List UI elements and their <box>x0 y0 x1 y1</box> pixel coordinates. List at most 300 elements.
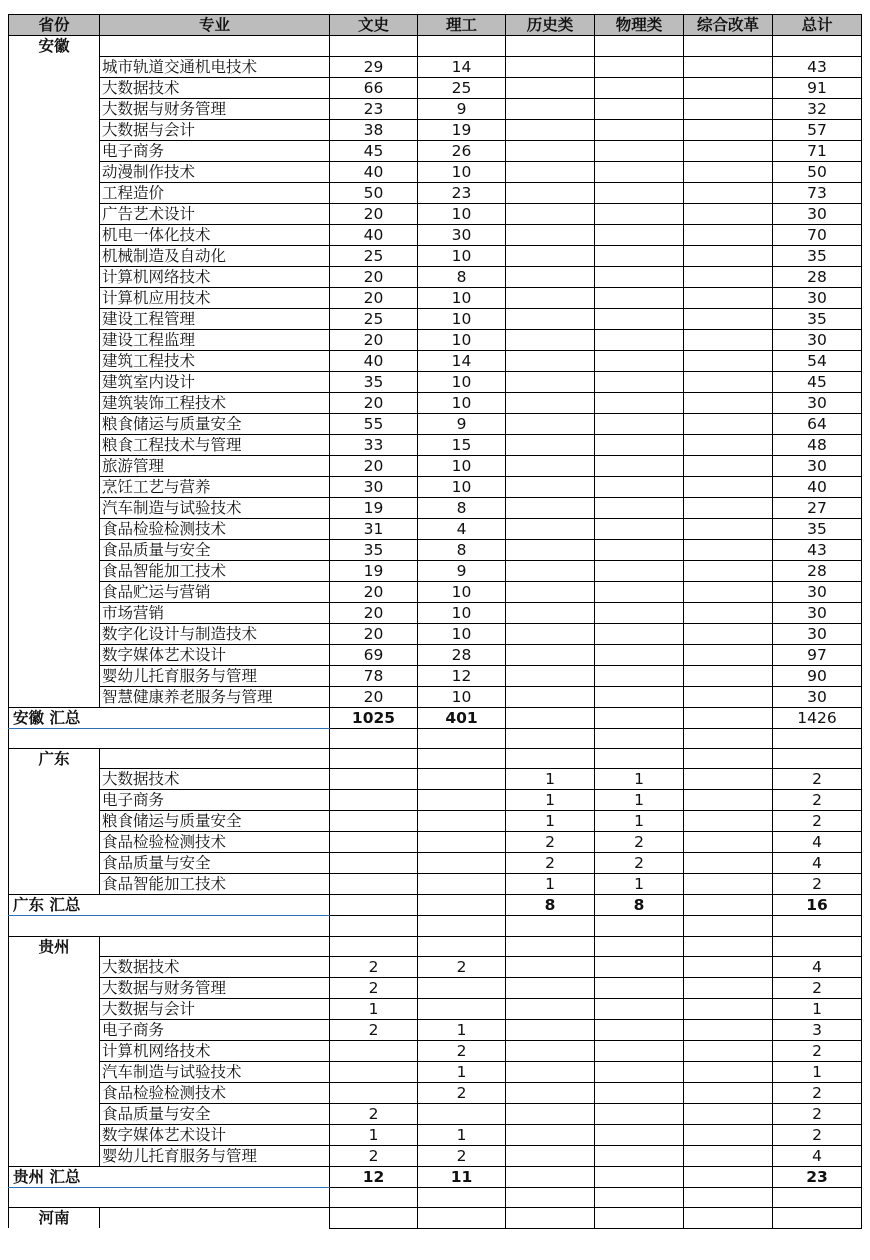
cell-total: 90 <box>773 665 862 686</box>
value-cell-empty <box>684 1208 773 1229</box>
cell-wenshi: 55 <box>330 413 418 434</box>
cell-ligong: 28 <box>418 644 506 665</box>
cell-zonghe <box>684 978 773 999</box>
cell-total: 2 <box>773 1125 862 1146</box>
province-cell-empty <box>9 1062 100 1083</box>
cell-wuli <box>595 999 684 1020</box>
header-ligong: 理工 <box>418 15 506 36</box>
province-cell-empty <box>9 1041 100 1062</box>
major-name: 电子商务 <box>100 790 330 811</box>
cell-zonghe <box>684 287 773 308</box>
cell-ligong <box>418 811 506 832</box>
table-row <box>9 686 862 707</box>
value-cell-empty <box>418 748 506 769</box>
major-name: 食品智能加工技术 <box>100 560 330 581</box>
cell-wenshi: 78 <box>330 665 418 686</box>
cell-wenshi: 20 <box>330 602 418 623</box>
cell-ligong: 26 <box>418 140 506 161</box>
cell-wenshi: 20 <box>330 287 418 308</box>
cell-wenshi: 2 <box>330 978 418 999</box>
cell-lishi: 2 <box>506 832 595 853</box>
major-name: 数字化设计与制造技术 <box>100 623 330 644</box>
province-cell-empty <box>9 245 100 266</box>
cell-wenshi <box>330 1062 418 1083</box>
cell-wenshi: 20 <box>330 581 418 602</box>
cell-wuli <box>595 245 684 266</box>
cell-wuli <box>595 1062 684 1083</box>
table-row <box>9 98 862 119</box>
cell-lishi <box>506 245 595 266</box>
spacer-cell <box>100 916 330 936</box>
province-cell-empty <box>9 832 100 853</box>
cell-zonghe <box>684 581 773 602</box>
table-row <box>9 790 862 811</box>
table-row <box>9 623 862 644</box>
cell-lishi <box>506 497 595 518</box>
province-cell-empty <box>9 140 100 161</box>
cell-lishi <box>506 98 595 119</box>
cell-wuli: 1 <box>595 769 684 790</box>
cell-total: 2 <box>773 1041 862 1062</box>
cell-wenshi: 31 <box>330 518 418 539</box>
cell-zonghe <box>684 957 773 978</box>
cell-ligong: 10 <box>418 686 506 707</box>
cell-zonghe <box>684 999 773 1020</box>
cell-ligong: 10 <box>418 371 506 392</box>
cell-wenshi: 20 <box>330 392 418 413</box>
cell-wuli <box>595 1125 684 1146</box>
value-cell-empty <box>773 1208 862 1229</box>
cell-wuli <box>595 1041 684 1062</box>
table-row <box>9 957 862 978</box>
cell-total: 32 <box>773 98 862 119</box>
cell-ligong: 4 <box>418 518 506 539</box>
spacer-cell <box>595 1188 684 1208</box>
spacer-cell <box>506 1188 595 1208</box>
cell-total: 1 <box>773 1062 862 1083</box>
major-name: 婴幼儿托育服务与管理 <box>100 1146 330 1167</box>
province-cell-empty <box>9 161 100 182</box>
cell-lishi <box>506 266 595 287</box>
spacer-cell <box>684 1188 773 1208</box>
cell-ligong: 23 <box>418 182 506 203</box>
cell-wenshi: 66 <box>330 77 418 98</box>
value-cell-empty <box>595 36 684 57</box>
spacer-cell <box>684 728 773 748</box>
table-row <box>9 1020 862 1041</box>
cell-wenshi <box>330 790 418 811</box>
table-row <box>9 287 862 308</box>
cell-wuli <box>595 1020 684 1041</box>
cell-total: 4 <box>773 1146 862 1167</box>
cell-zonghe <box>684 161 773 182</box>
province-cell-empty <box>9 350 100 371</box>
table-row <box>9 853 862 874</box>
value-cell-empty <box>595 936 684 957</box>
cell-ligong: 2 <box>418 1083 506 1104</box>
province-cell-empty <box>9 1125 100 1146</box>
table-row <box>9 832 862 853</box>
province-cell-empty <box>9 224 100 245</box>
spacer-cell <box>330 728 418 748</box>
major-name: 烹饪工艺与营养 <box>100 476 330 497</box>
cell-ligong: 10 <box>418 581 506 602</box>
cell-lishi <box>506 392 595 413</box>
province-cell-empty <box>9 329 100 350</box>
cell-total: 50 <box>773 161 862 182</box>
cell-total: 43 <box>773 56 862 77</box>
cell-total: 40 <box>773 476 862 497</box>
value-cell-empty <box>506 1208 595 1229</box>
cell-wenshi: 2 <box>330 1104 418 1125</box>
cell-zonghe <box>684 790 773 811</box>
cell-ligong: 2 <box>418 957 506 978</box>
major-name: 智慧健康养老服务与管理 <box>100 686 330 707</box>
cell-lishi: 1 <box>506 790 595 811</box>
major-cell-empty <box>100 936 330 957</box>
summary-label-spacer <box>100 895 330 916</box>
cell-total: 45 <box>773 371 862 392</box>
table-row <box>9 1062 862 1083</box>
province-cell-empty <box>9 77 100 98</box>
cell-lishi <box>506 455 595 476</box>
cell-total: 30 <box>773 602 862 623</box>
summary-cell-total: 16 <box>773 895 862 916</box>
cell-wuli <box>595 978 684 999</box>
cell-wenshi: 45 <box>330 140 418 161</box>
spacer-cell <box>595 728 684 748</box>
summary-cell-wuli <box>595 707 684 728</box>
major-name: 机电一体化技术 <box>100 224 330 245</box>
table-row <box>9 1146 862 1167</box>
cell-wuli <box>595 287 684 308</box>
cell-wenshi: 2 <box>330 1146 418 1167</box>
cell-ligong: 9 <box>418 98 506 119</box>
value-cell-empty <box>418 36 506 57</box>
table-row <box>9 560 862 581</box>
cell-wuli <box>595 224 684 245</box>
cell-wuli <box>595 1146 684 1167</box>
cell-ligong: 14 <box>418 56 506 77</box>
major-name: 计算机网络技术 <box>100 1041 330 1062</box>
major-name: 大数据技术 <box>100 77 330 98</box>
cell-zonghe <box>684 1083 773 1104</box>
table-row <box>9 224 862 245</box>
cell-total: 73 <box>773 182 862 203</box>
major-name: 计算机应用技术 <box>100 287 330 308</box>
province-cell-empty <box>9 182 100 203</box>
summary-cell-wenshi: 12 <box>330 1167 418 1188</box>
cell-wenshi: 35 <box>330 539 418 560</box>
cell-zonghe <box>684 455 773 476</box>
spacer-cell <box>773 916 862 936</box>
table-row <box>9 476 862 497</box>
cell-wenshi: 2 <box>330 1020 418 1041</box>
cell-total: 91 <box>773 77 862 98</box>
table-row <box>9 811 862 832</box>
cell-wenshi: 35 <box>330 371 418 392</box>
cell-wenshi <box>330 874 418 895</box>
cell-total: 2 <box>773 1083 862 1104</box>
cell-ligong: 10 <box>418 203 506 224</box>
cell-lishi <box>506 665 595 686</box>
province-cell-empty <box>9 853 100 874</box>
cell-ligong: 1 <box>418 1020 506 1041</box>
table-row <box>9 140 862 161</box>
summary-cell-lishi <box>506 707 595 728</box>
province-name: 河南 <box>9 1208 100 1229</box>
cell-ligong: 15 <box>418 434 506 455</box>
cell-wuli <box>595 308 684 329</box>
cell-ligong <box>418 874 506 895</box>
spacer-cell <box>506 916 595 936</box>
cell-wuli <box>595 1104 684 1125</box>
header-total: 总计 <box>773 15 862 36</box>
cell-wenshi <box>330 1083 418 1104</box>
cell-ligong: 2 <box>418 1041 506 1062</box>
cell-zonghe <box>684 476 773 497</box>
cell-total: 30 <box>773 455 862 476</box>
cell-ligong: 14 <box>418 350 506 371</box>
cell-wenshi <box>330 769 418 790</box>
major-name: 大数据技术 <box>100 769 330 790</box>
cell-zonghe <box>684 392 773 413</box>
summary-cell-wuli <box>595 1167 684 1188</box>
major-name: 汽车制造与试验技术 <box>100 1062 330 1083</box>
cell-wuli: 2 <box>595 853 684 874</box>
table-row <box>9 602 862 623</box>
value-cell-empty <box>418 1208 506 1229</box>
summary-label: 广东 汇总 <box>9 895 100 916</box>
table-row <box>9 392 862 413</box>
cell-ligong: 10 <box>418 455 506 476</box>
table-body <box>9 36 862 1229</box>
cell-wenshi: 2 <box>330 957 418 978</box>
value-cell-empty <box>418 936 506 957</box>
major-name: 城市轨道交通机电技术 <box>100 56 330 77</box>
province-cell-empty <box>9 56 100 77</box>
cell-lishi <box>506 1125 595 1146</box>
cell-wuli <box>595 644 684 665</box>
table-row <box>9 1083 862 1104</box>
summary-row <box>9 1167 862 1188</box>
cell-ligong <box>418 769 506 790</box>
cell-total: 2 <box>773 874 862 895</box>
cell-ligong <box>418 999 506 1020</box>
cell-lishi <box>506 686 595 707</box>
value-cell-empty <box>773 748 862 769</box>
spacer-cell <box>684 916 773 936</box>
cell-wenshi: 40 <box>330 224 418 245</box>
cell-total: 3 <box>773 1020 862 1041</box>
summary-cell-ligong: 401 <box>418 707 506 728</box>
spacer-cell <box>100 1188 330 1208</box>
cell-ligong: 30 <box>418 224 506 245</box>
header-major: 专业 <box>100 15 330 36</box>
cell-wenshi: 20 <box>330 203 418 224</box>
cell-lishi <box>506 1062 595 1083</box>
cell-total: 30 <box>773 686 862 707</box>
spacer-cell <box>100 728 330 748</box>
value-cell-empty <box>595 748 684 769</box>
province-cell-empty <box>9 978 100 999</box>
province-row <box>9 748 862 769</box>
cell-lishi <box>506 539 595 560</box>
table-row <box>9 518 862 539</box>
table-row <box>9 266 862 287</box>
cell-total: 43 <box>773 539 862 560</box>
table-row <box>9 1104 862 1125</box>
cell-zonghe <box>684 874 773 895</box>
major-name: 电子商务 <box>100 1020 330 1041</box>
cell-total: 54 <box>773 350 862 371</box>
cell-wenshi <box>330 1041 418 1062</box>
province-cell-empty <box>9 203 100 224</box>
cell-total: 2 <box>773 811 862 832</box>
cell-wuli <box>595 266 684 287</box>
cell-total: 70 <box>773 224 862 245</box>
cell-lishi <box>506 1020 595 1041</box>
province-cell-empty <box>9 1104 100 1125</box>
cell-lishi <box>506 287 595 308</box>
cell-wuli <box>595 686 684 707</box>
cell-ligong: 10 <box>418 329 506 350</box>
cell-wuli <box>595 140 684 161</box>
table-row <box>9 245 862 266</box>
cell-wuli <box>595 392 684 413</box>
cell-wuli <box>595 581 684 602</box>
province-cell-empty <box>9 957 100 978</box>
cell-wuli <box>595 602 684 623</box>
value-cell-empty <box>506 936 595 957</box>
major-name: 电子商务 <box>100 140 330 161</box>
cell-ligong: 10 <box>418 161 506 182</box>
cell-lishi <box>506 1083 595 1104</box>
major-name: 大数据与会计 <box>100 999 330 1020</box>
summary-cell-zonghe <box>684 895 773 916</box>
cell-zonghe <box>684 350 773 371</box>
province-name: 安徽 <box>9 36 100 57</box>
cell-zonghe <box>684 518 773 539</box>
cell-zonghe <box>684 140 773 161</box>
cell-lishi <box>506 308 595 329</box>
cell-lishi <box>506 1146 595 1167</box>
table-row <box>9 77 862 98</box>
cell-lishi: 2 <box>506 853 595 874</box>
cell-zonghe <box>684 769 773 790</box>
cell-zonghe <box>684 1125 773 1146</box>
cell-zonghe <box>684 308 773 329</box>
cell-total: 64 <box>773 413 862 434</box>
cell-lishi <box>506 350 595 371</box>
cell-wenshi: 20 <box>330 686 418 707</box>
cell-lishi: 1 <box>506 811 595 832</box>
major-name: 旅游管理 <box>100 455 330 476</box>
cell-ligong: 1 <box>418 1062 506 1083</box>
cell-wenshi: 19 <box>330 560 418 581</box>
cell-total: 35 <box>773 308 862 329</box>
value-cell-empty <box>684 36 773 57</box>
province-cell-empty <box>9 999 100 1020</box>
province-cell-empty <box>9 874 100 895</box>
cell-ligong <box>418 832 506 853</box>
cell-ligong: 8 <box>418 539 506 560</box>
cell-ligong: 9 <box>418 413 506 434</box>
major-cell-empty <box>100 1208 330 1229</box>
cell-total: 2 <box>773 1104 862 1125</box>
header-zonghe: 综合改革 <box>684 15 773 36</box>
cell-ligong <box>418 978 506 999</box>
table-row <box>9 999 862 1020</box>
cell-wuli <box>595 1083 684 1104</box>
summary-cell-wenshi <box>330 895 418 916</box>
summary-cell-wuli: 8 <box>595 895 684 916</box>
cell-lishi <box>506 77 595 98</box>
cell-ligong: 9 <box>418 560 506 581</box>
cell-zonghe <box>684 203 773 224</box>
province-cell-empty <box>9 308 100 329</box>
cell-wuli <box>595 413 684 434</box>
cell-wuli <box>595 371 684 392</box>
table-row <box>9 665 862 686</box>
summary-cell-lishi <box>506 1167 595 1188</box>
cell-wenshi: 29 <box>330 56 418 77</box>
cell-total: 30 <box>773 581 862 602</box>
cell-total: 2 <box>773 978 862 999</box>
cell-lishi <box>506 560 595 581</box>
cell-total: 1 <box>773 999 862 1020</box>
table-row <box>9 497 862 518</box>
cell-lishi <box>506 518 595 539</box>
summary-label: 贵州 汇总 <box>9 1167 100 1188</box>
spacer-cell <box>506 728 595 748</box>
summary-cell-zonghe <box>684 1167 773 1188</box>
cell-wenshi: 25 <box>330 308 418 329</box>
province-cell-empty <box>9 539 100 560</box>
spacer-cell <box>773 728 862 748</box>
table-row <box>9 413 862 434</box>
cell-lishi <box>506 1041 595 1062</box>
province-cell-empty <box>9 1146 100 1167</box>
cell-lishi <box>506 161 595 182</box>
major-name: 机械制造及自动化 <box>100 245 330 266</box>
cell-wuli <box>595 957 684 978</box>
cell-total: 35 <box>773 245 862 266</box>
cell-ligong <box>418 1104 506 1125</box>
cell-ligong: 10 <box>418 602 506 623</box>
cell-wuli <box>595 518 684 539</box>
cell-wenshi <box>330 832 418 853</box>
cell-wuli <box>595 329 684 350</box>
summary-cell-total: 23 <box>773 1167 862 1188</box>
cell-zonghe <box>684 371 773 392</box>
cell-lishi <box>506 957 595 978</box>
cell-zonghe <box>684 413 773 434</box>
province-cell-empty <box>9 119 100 140</box>
major-name: 大数据与财务管理 <box>100 978 330 999</box>
cell-zonghe <box>684 623 773 644</box>
major-name: 汽车制造与试验技术 <box>100 497 330 518</box>
major-name: 食品智能加工技术 <box>100 874 330 895</box>
cell-wenshi: 30 <box>330 476 418 497</box>
province-cell-empty <box>9 98 100 119</box>
province-cell-empty <box>9 1083 100 1104</box>
cell-wenshi: 1 <box>330 1125 418 1146</box>
major-name: 广告艺术设计 <box>100 203 330 224</box>
cell-zonghe <box>684 560 773 581</box>
cell-zonghe <box>684 77 773 98</box>
province-row <box>9 1208 862 1229</box>
